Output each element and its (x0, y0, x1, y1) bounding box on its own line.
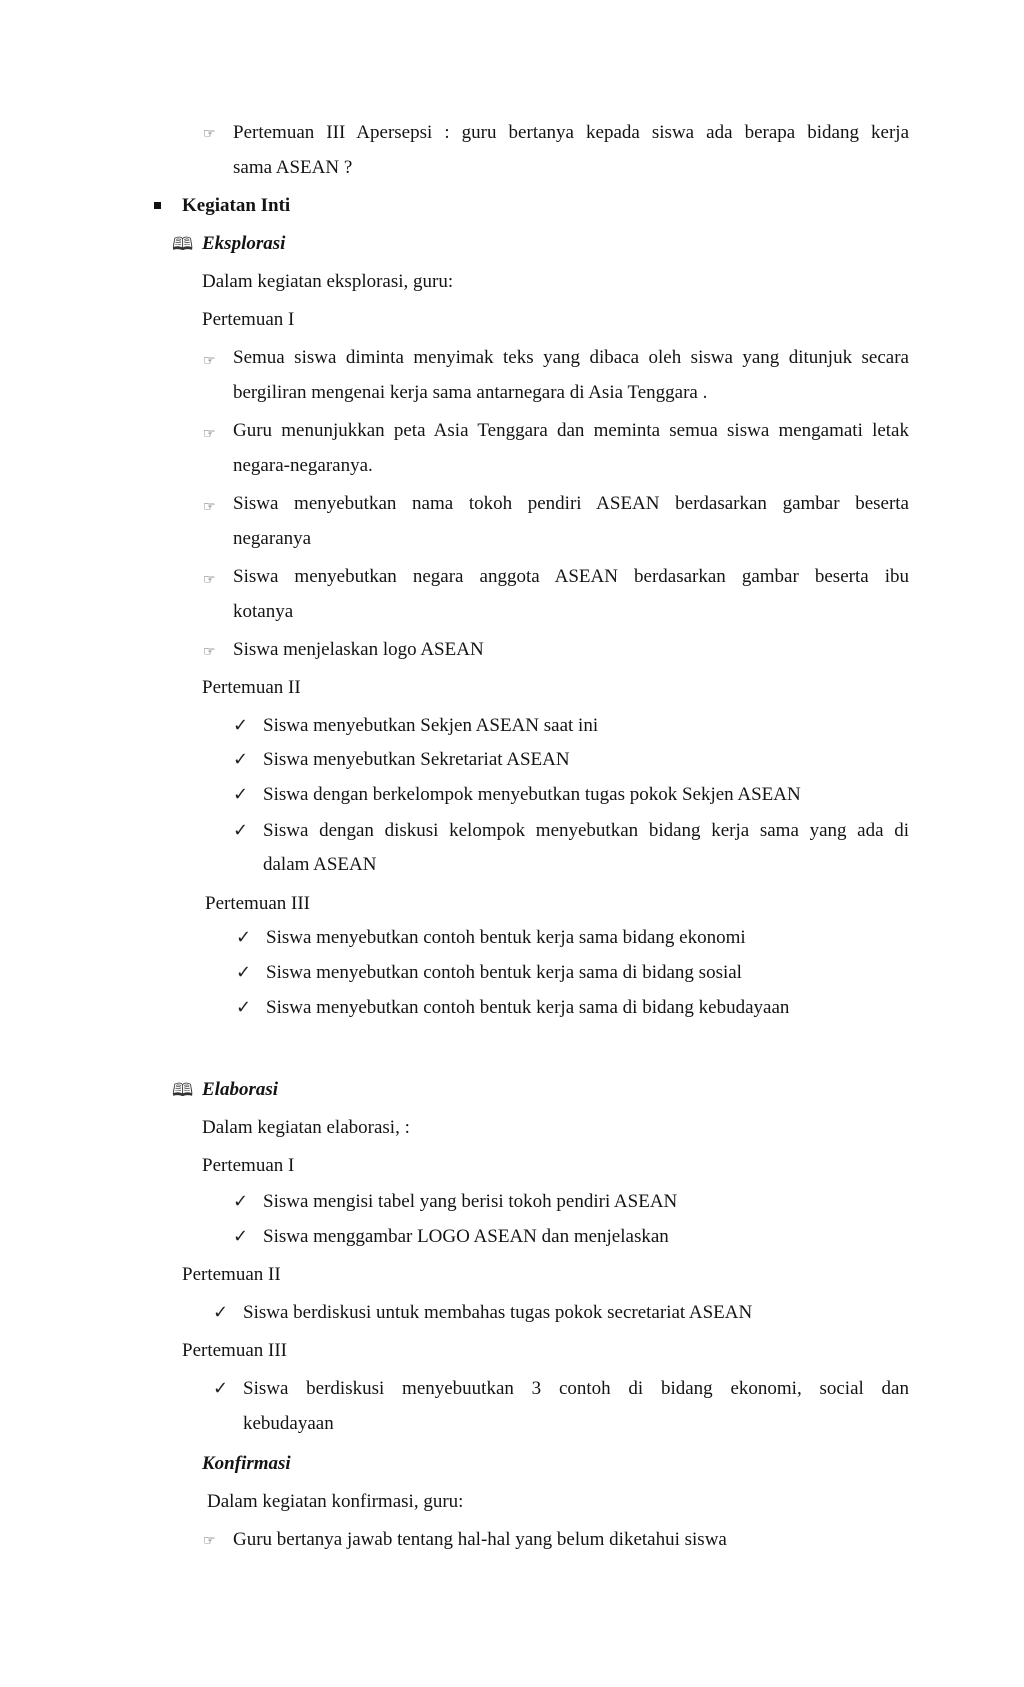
check-mark-icon: ✓ (236, 997, 252, 1018)
eksplorasi-p2-item-4-line-1: Siswa dengan diskusi kelompok menyebutkan bidang kerja sama yang ada di (263, 820, 909, 841)
eksplorasi-item-1-line-1: Semua siswa diminta menyimak teks yang dibaca oleh siswa yang ditunjuk secara (233, 347, 909, 368)
eksplorasi-pertemuan-1-label: Pertemuan I (202, 309, 295, 330)
subheading-elaborasi: Elaborasi (202, 1079, 279, 1100)
pointing-hand-icon: ☞ (203, 353, 216, 369)
elaborasi-p1-item-2: Siswa menggambar LOGO ASEAN dan menjelaskan (263, 1226, 669, 1247)
eksplorasi-pertemuan-2-label: Pertemuan II (202, 677, 301, 698)
elaborasi-pertemuan-1-label: Pertemuan I (202, 1155, 295, 1176)
eksplorasi-item-3-line-1: Siswa menyebutkan nama tokoh pendiri ASEAN berdasarkan gambar beserta (233, 493, 909, 514)
eksplorasi-pertemuan-3-label: Pertemuan III (205, 893, 310, 914)
pointing-hand-icon: ☞ (203, 126, 216, 142)
check-mark-icon: ✓ (236, 962, 252, 983)
eksplorasi-item-4-line-2: kotanya (233, 601, 294, 622)
elaborasi-p3-item-1-line-2: kebudayaan (243, 1413, 334, 1434)
eksplorasi-item-3-line-2: negaranya (233, 528, 312, 549)
eksplorasi-p2-item-4-line-2: dalam ASEAN (263, 854, 377, 875)
pointing-hand-icon: ☞ (203, 499, 216, 515)
eksplorasi-item-2-line-1: Guru menunjukkan peta Asia Tenggara dan meminta semua siswa mengamati letak (233, 420, 909, 441)
check-mark-icon: ✓ (233, 784, 249, 805)
square-bullet-icon (154, 202, 161, 209)
check-mark-icon: ✓ (233, 715, 249, 736)
pointing-hand-icon: ☞ (203, 644, 216, 660)
subheading-konfirmasi: Konfirmasi (202, 1453, 291, 1474)
elaborasi-intro: Dalam kegiatan elaborasi, : (202, 1117, 410, 1138)
eksplorasi-item-5: Siswa menjelaskan logo ASEAN (233, 639, 484, 660)
open-book-icon: 🕮 (172, 234, 194, 255)
eksplorasi-item-4-line-1: Siswa menyebutkan negara anggota ASEAN berdasarkan gambar beserta ibu (233, 566, 909, 587)
apersepsi-line-1: Pertemuan III Apersepsi : guru bertanya kepada siswa ada berapa bidang kerja (233, 122, 909, 143)
elaborasi-p2-item-1: Siswa berdiskusi untuk membahas tugas pokok secretariat ASEAN (243, 1302, 753, 1323)
eksplorasi-intro: Dalam kegiatan eksplorasi, guru: (202, 271, 454, 292)
eksplorasi-p3-item-3: Siswa menyebutkan contoh bentuk kerja sama di bidang kebudayaan (266, 997, 790, 1018)
eksplorasi-item-1-line-2: bergiliran mengenai kerja sama antarnegara di Asia Tenggara . (233, 382, 708, 403)
elaborasi-pertemuan-2-label: Pertemuan II (182, 1264, 281, 1285)
section-heading-kegiatan-inti: Kegiatan Inti (182, 195, 291, 216)
elaborasi-p1-item-1: Siswa mengisi tabel yang berisi tokoh pendiri ASEAN (263, 1191, 678, 1212)
pointing-hand-icon: ☞ (203, 426, 216, 442)
elaborasi-p3-item-1-line-1: Siswa berdiskusi menyebuutkan 3 contoh di bidang ekonomi, social dan (243, 1378, 909, 1399)
eksplorasi-p3-item-2: Siswa menyebutkan contoh bentuk kerja sama di bidang sosial (266, 962, 742, 983)
konfirmasi-intro: Dalam kegiatan konfirmasi, guru: (207, 1491, 464, 1512)
pointing-hand-icon: ☞ (203, 1533, 216, 1549)
check-mark-icon: ✓ (233, 1191, 249, 1212)
open-book-icon: 🕮 (172, 1080, 194, 1101)
check-mark-icon: ✓ (236, 927, 252, 948)
eksplorasi-item-2-line-2: negara-negaranya. (233, 455, 373, 476)
check-mark-icon: ✓ (213, 1302, 229, 1323)
apersepsi-line-2: sama ASEAN ? (233, 157, 353, 178)
check-mark-icon: ✓ (233, 820, 249, 841)
check-mark-icon: ✓ (213, 1378, 229, 1399)
check-mark-icon: ✓ (233, 1226, 249, 1247)
elaborasi-pertemuan-3-label: Pertemuan III (182, 1340, 287, 1361)
eksplorasi-p2-item-1: Siswa menyebutkan Sekjen ASEAN saat ini (263, 715, 599, 736)
check-mark-icon: ✓ (233, 749, 249, 770)
eksplorasi-p3-item-1: Siswa menyebutkan contoh bentuk kerja sama bidang ekonomi (266, 927, 746, 948)
pointing-hand-icon: ☞ (203, 572, 216, 588)
konfirmasi-item-1: Guru bertanya jawab tentang hal-hal yang belum diketahui siswa (233, 1529, 727, 1550)
eksplorasi-p2-item-3: Siswa dengan berkelompok menyebutkan tugas pokok Sekjen ASEAN (263, 784, 801, 805)
subheading-eksplorasi: Eksplorasi (202, 233, 286, 254)
eksplorasi-p2-item-2: Siswa menyebutkan Sekretariat ASEAN (263, 749, 570, 770)
